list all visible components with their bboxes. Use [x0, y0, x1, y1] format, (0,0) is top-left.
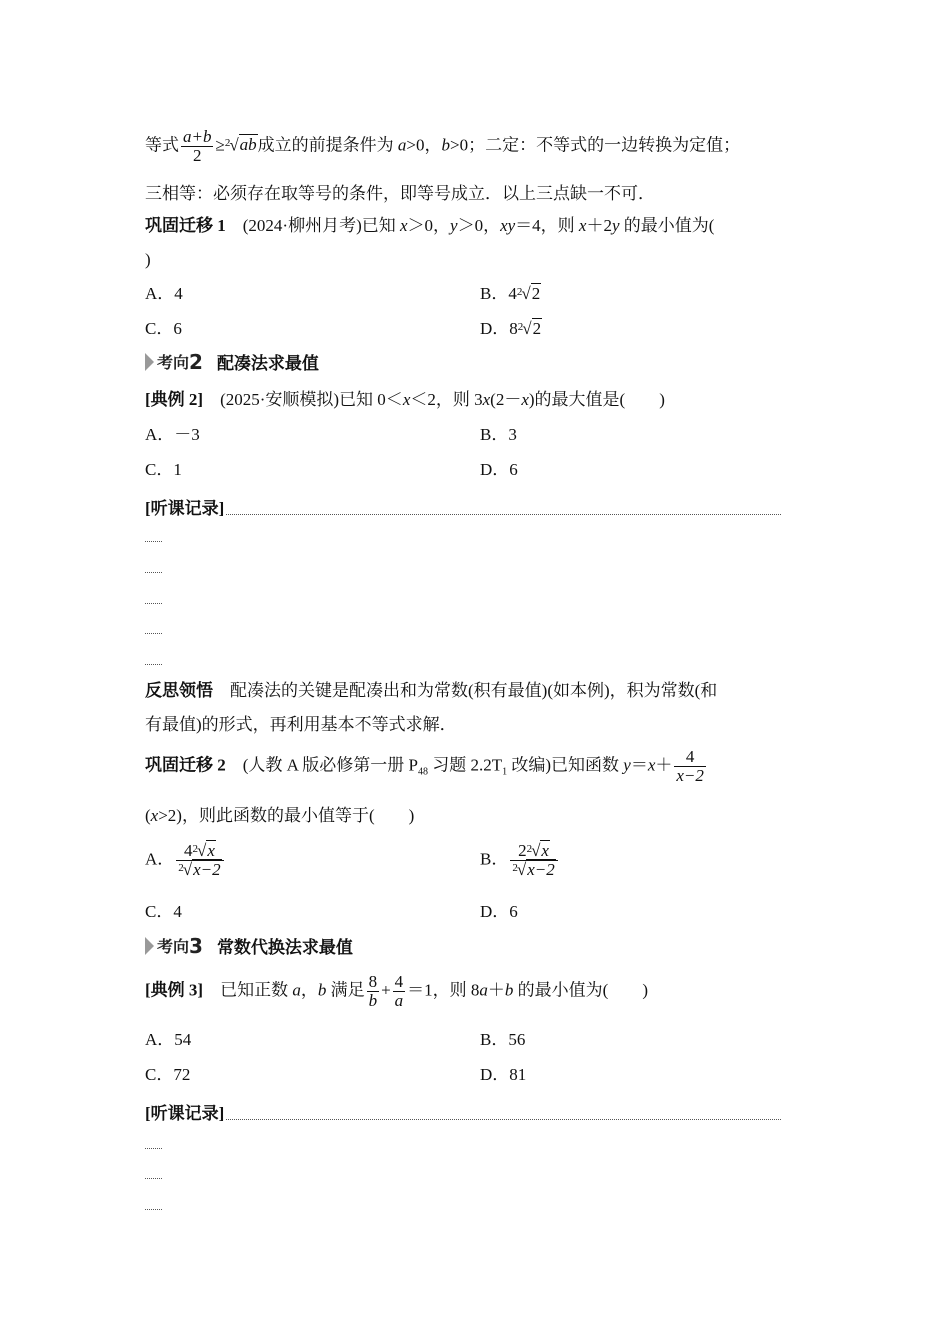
text: 已知 0＜ [339, 390, 403, 409]
lecture-notes-label: [听课记录] [145, 499, 225, 518]
numerator: 4 [394, 972, 404, 991]
var-b: b [441, 135, 451, 155]
denominator: a [394, 990, 404, 1010]
text: ＝4，则 [515, 216, 579, 235]
ex3-option-c[interactable]: C．72 [145, 1065, 191, 1084]
numerator: 4 [184, 841, 193, 860]
notes-dots [145, 1209, 162, 1210]
text: 的最小值为( ) [513, 980, 648, 1000]
text: (人教 A 版必修第一册 P [242, 755, 418, 775]
gg1-option-a[interactable]: A．4 [145, 284, 183, 303]
section-heading-2 [145, 349, 319, 374]
subscript: 48 [417, 766, 428, 778]
var-xy: xy [500, 216, 516, 235]
notes-line[interactable] [226, 513, 781, 515]
heading-title: 常数代换法求最值 [216, 938, 353, 957]
text: ， [300, 980, 318, 1000]
text: 习题 2.2T [427, 755, 503, 775]
fraction: $\frac{4^2√x}{^2√x-2}$ [176, 842, 223, 879]
text: >2)，则此函数的最小值等于( ) [158, 806, 415, 825]
fraction [181, 128, 213, 165]
text: ＜2，则 3 [410, 390, 483, 409]
reflection-label: 反思领悟 [145, 681, 213, 700]
ex2-source: (2025·安顺模拟) [220, 390, 340, 409]
notes-dots [145, 541, 162, 542]
text: + [381, 980, 391, 1000]
section-heading-3 [145, 933, 353, 958]
heading-kaoxiang: 考向 [157, 353, 190, 372]
text: ＞0， [457, 216, 501, 235]
numerator: 8 [368, 972, 378, 991]
text: 已知正数 [220, 980, 293, 1000]
var-a: a [292, 980, 301, 1000]
var-y: y [623, 755, 631, 775]
triangle-marker-icon [145, 353, 154, 371]
notes-line[interactable] [226, 1118, 781, 1120]
ex2-option-d[interactable]: D．6 [480, 460, 518, 479]
var-x: x [207, 841, 215, 860]
heading-number: 2 [189, 349, 203, 374]
text: >0， [406, 135, 442, 155]
gg2-option-b[interactable] [480, 842, 560, 879]
fraction [674, 748, 706, 785]
gg1-option-b[interactable]: B．$4^2√2$ [480, 284, 541, 303]
heading-kaoxiang: 考向 [157, 937, 190, 956]
heading-number: 3 [189, 933, 203, 958]
numerator: 4 [674, 748, 706, 767]
notes-dots [145, 1178, 162, 1179]
text: 已知 [361, 216, 400, 235]
text: (2－ [490, 390, 522, 409]
var-x: x [402, 390, 411, 409]
radicand: 2 [531, 284, 541, 303]
var-a: a [479, 980, 488, 1000]
text: ＋2 [586, 216, 612, 235]
text: D．8 [480, 319, 518, 338]
denominator: x−2 [676, 765, 704, 785]
var-y: y [611, 216, 620, 235]
text: ＝ [630, 755, 648, 775]
ex2-question [145, 390, 665, 410]
var-a: a [397, 135, 407, 155]
notes-dots [145, 633, 162, 634]
denominator: x−2 [527, 859, 555, 879]
ex2-option-c[interactable]: C．1 [145, 460, 182, 479]
var-x: x [647, 755, 656, 775]
denominator: b [368, 990, 378, 1010]
text: 的最小值为( [619, 216, 715, 235]
gg2-option-c[interactable]: C．4 [145, 902, 182, 921]
text: ＝1，则 8 [407, 980, 480, 1000]
gg2-line-2 [145, 806, 414, 826]
text: B．4 [480, 284, 517, 303]
text: B． [480, 849, 509, 869]
reflection-line-2: 有最值)的形式，再利用基本不等式求解． [145, 715, 457, 734]
ex3-option-d[interactable]: D．81 [480, 1065, 527, 1084]
var-x: x [578, 216, 587, 235]
text: )的最大值是( ) [528, 390, 665, 409]
heading-title: 配凑法求最值 [216, 354, 319, 373]
text: 改编) [507, 755, 552, 775]
notes-dots [145, 1148, 162, 1149]
text: ＋ [655, 755, 673, 775]
notes-dots [145, 572, 162, 573]
fraction: $\frac{2^2√x}{^2√x-2}$ [510, 842, 557, 879]
ex2-option-a[interactable]: A．－3 [145, 425, 200, 444]
text: ＞0， [407, 216, 451, 235]
text: 成立的前提条件为 [257, 135, 398, 155]
var-x: x [399, 216, 408, 235]
text: 满足 [326, 980, 365, 1000]
var-y: y [450, 216, 458, 235]
text: 等式 [145, 135, 179, 155]
gg2-option-a[interactable] [145, 842, 226, 879]
gg2-label: 巩固迁移 2 [145, 755, 226, 775]
ex3-option-b[interactable]: B．56 [480, 1030, 526, 1049]
text: ( [145, 806, 151, 825]
gg1-option-d[interactable]: D．$8^2√2$ [480, 319, 542, 338]
ex2-label: [典例 2] [145, 390, 204, 409]
lecture-notes-label: [听课记录] [145, 1104, 225, 1123]
var-x: x [521, 390, 529, 409]
var-x: x [541, 841, 549, 860]
text: >0；二定：不等式的一边转换为定值； [450, 135, 741, 155]
var-x: x [150, 806, 159, 825]
fraction [393, 973, 406, 1010]
intro-line-1: 等式 $\frac{a+b}{2}$ ≥$^2$√ab成立的前提条件为 a>0，b>0；二定：不等式的一边转换为定值； [145, 127, 741, 165]
notes-dots [145, 664, 162, 665]
radicand: ab [239, 135, 257, 155]
gg2-question [145, 748, 708, 785]
notes-dots [145, 603, 162, 604]
text: 已知函数 [551, 755, 624, 775]
denominator: x−2 [193, 859, 221, 879]
text: ＋ [487, 980, 505, 1000]
numerator: a+b [183, 127, 212, 146]
ex3-question [145, 973, 648, 1010]
lecture-notes-2 [145, 1099, 781, 1124]
ex3-option-a[interactable]: A．54 [145, 1030, 192, 1049]
gg2-option-d[interactable]: D．6 [480, 902, 518, 921]
fraction [367, 973, 380, 1010]
radicand: 2 [532, 319, 542, 338]
ge-sign: ≥ [215, 135, 225, 155]
var-b: b [504, 980, 514, 1000]
var-x: x [482, 390, 491, 409]
subscript: 1 [502, 766, 508, 778]
gg1-option-c[interactable]: C．6 [145, 319, 182, 338]
var-b: b [317, 980, 327, 1000]
text: A． [145, 849, 175, 869]
numerator: 2 [518, 841, 527, 860]
gg1-question [145, 216, 714, 236]
gg1-label: 巩固迁移 1 [145, 216, 226, 235]
intro-line-2: 三相等：必须存在取等号的条件，即等号成立．以上三点缺一不可． [145, 184, 655, 203]
gg1-close-paren: ) [145, 250, 151, 269]
ex3-label: [典例 3] [145, 980, 204, 1000]
triangle-marker-icon [145, 937, 154, 955]
denominator: 2 [192, 145, 202, 165]
gg1-source: (2024·柳州月考) [242, 216, 362, 235]
text: 配凑法的关键是配凑出和为常数(积有最值)(如本例)，积为常数(和 [230, 681, 718, 700]
reflection-line-1 [145, 681, 717, 701]
ex2-option-b[interactable]: B．3 [480, 425, 517, 444]
lecture-notes-1 [145, 494, 781, 519]
